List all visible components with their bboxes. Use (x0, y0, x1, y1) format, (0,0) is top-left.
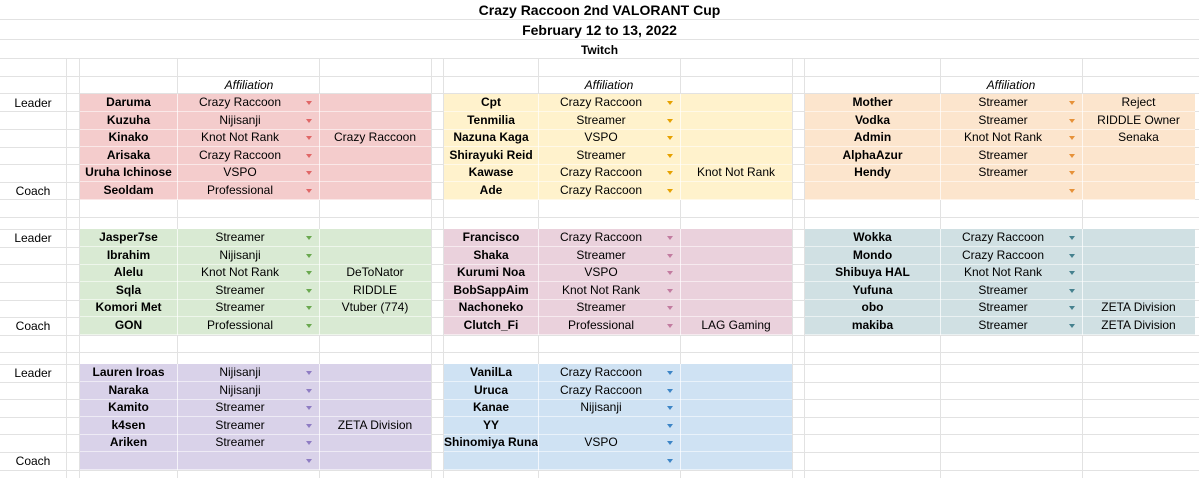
event-platform: Twitch (580, 43, 619, 57)
player-row (444, 182, 792, 200)
grid-line (0, 39, 1199, 40)
sheet-title: Crazy Raccoon 2nd VALORANT Cup (478, 2, 721, 18)
team-block (805, 229, 1195, 335)
affiliation-dropdown[interactable]: Nijisanji (219, 365, 261, 379)
previous-team-cell[interactable] (680, 264, 792, 281)
dropdown-arrow-icon[interactable] (306, 441, 312, 445)
affiliation-dropdown[interactable] (538, 417, 664, 434)
player-row (444, 164, 792, 182)
dropdown-arrow-icon[interactable] (667, 406, 673, 410)
player-name-cell[interactable]: VanilLa (469, 365, 513, 379)
affiliation-dropdown[interactable]: Streamer (978, 282, 1028, 297)
player-row (805, 147, 1195, 165)
dropdown-arrow-icon[interactable] (306, 254, 312, 258)
previous-team-cell[interactable]: DeToNator (346, 265, 404, 280)
previous-team-cell[interactable] (680, 182, 792, 199)
player-name-cell[interactable]: makiba (851, 318, 894, 332)
player-name-cell[interactable] (444, 452, 538, 469)
previous-team-cell[interactable]: Vtuber (774) (341, 300, 409, 315)
team-block (444, 229, 792, 335)
player-row (80, 282, 431, 300)
grid-line (431, 58, 432, 478)
affiliation-dropdown[interactable]: Streamer (978, 112, 1028, 127)
player-name-cell[interactable]: Tenmilia (467, 112, 515, 127)
player-row (444, 147, 792, 165)
player-name-cell[interactable] (805, 182, 940, 199)
affiliation-dropdown[interactable]: Crazy Raccoon (198, 147, 282, 162)
previous-team-cell[interactable] (319, 229, 431, 246)
player-row (444, 364, 792, 382)
dropdown-arrow-icon[interactable] (667, 119, 673, 123)
player-row (444, 417, 792, 435)
player-row (805, 282, 1195, 300)
dropdown-arrow-icon[interactable] (306, 459, 312, 463)
player-row (444, 299, 792, 317)
dropdown-arrow-icon[interactable] (306, 236, 312, 240)
player-row (805, 299, 1195, 317)
dropdown-arrow-icon[interactable] (667, 389, 673, 393)
grid-line (792, 58, 793, 478)
previous-team-cell[interactable] (1082, 282, 1195, 299)
dropdown-arrow-icon[interactable] (667, 271, 673, 275)
dropdown-arrow-icon[interactable] (667, 236, 673, 240)
previous-team-cell[interactable] (319, 364, 431, 381)
previous-team-cell[interactable] (319, 112, 431, 129)
affiliation-header: Affiliation (986, 78, 1036, 92)
grid-line (0, 76, 1199, 77)
previous-team-cell[interactable]: RIDDLE (352, 282, 397, 297)
player-name-cell[interactable]: Admin (853, 130, 892, 145)
affiliation-dropdown[interactable]: Streamer (978, 300, 1028, 315)
event-date: February 12 to 13, 2022 (522, 22, 677, 38)
player-name-cell[interactable]: Sqla (115, 282, 142, 297)
player-name-cell[interactable]: obo (861, 300, 884, 315)
player-name-cell[interactable]: GON (114, 318, 143, 332)
previous-team-cell[interactable]: Knot Not Rank (696, 165, 776, 180)
affiliation-dropdown[interactable]: Streamer (576, 247, 626, 262)
dropdown-arrow-icon[interactable] (1069, 289, 1075, 293)
player-name-cell[interactable]: Clutch_Fi (463, 318, 519, 332)
previous-team-cell[interactable] (680, 364, 792, 381)
previous-team-cell[interactable] (680, 399, 792, 416)
affiliation-dropdown[interactable]: Professional (206, 318, 274, 332)
player-row (80, 364, 431, 382)
affiliation-dropdown[interactable]: Streamer (978, 95, 1028, 109)
affiliation-dropdown[interactable]: Streamer (978, 318, 1028, 332)
previous-team-cell[interactable] (680, 382, 792, 399)
affiliation-dropdown[interactable]: Streamer (215, 400, 265, 415)
affiliation-dropdown[interactable]: Crazy Raccoon (559, 183, 643, 197)
dropdown-arrow-icon[interactable] (306, 171, 312, 175)
leader-label: Leader (14, 96, 52, 110)
previous-team-cell[interactable] (680, 247, 792, 264)
dropdown-arrow-icon[interactable] (306, 406, 312, 410)
dropdown-arrow-icon[interactable] (306, 271, 312, 275)
affiliation-dropdown[interactable]: Nijisanji (580, 400, 622, 415)
dropdown-arrow-icon[interactable] (667, 189, 673, 193)
affiliation-dropdown[interactable]: Nijisanji (219, 112, 261, 127)
affiliation-dropdown[interactable]: Crazy Raccoon (559, 382, 643, 397)
previous-team-cell[interactable]: ZETA Division (1101, 318, 1176, 332)
player-name-cell[interactable]: Daruma (106, 95, 151, 109)
player-name-cell[interactable]: Alelu (113, 265, 144, 280)
dropdown-arrow-icon[interactable] (306, 189, 312, 193)
dropdown-arrow-icon[interactable] (1069, 119, 1075, 123)
previous-team-cell[interactable] (319, 382, 431, 399)
previous-team-cell[interactable]: RIDDLE Owner (1097, 112, 1180, 127)
player-name-cell[interactable]: Kinako (108, 130, 149, 145)
player-row (805, 317, 1195, 335)
player-name-cell[interactable]: Nazuna Kaga (453, 130, 529, 145)
dropdown-arrow-icon[interactable] (306, 101, 312, 105)
player-row (805, 164, 1195, 182)
affiliation-dropdown[interactable]: Nijisanji (219, 382, 261, 397)
affiliation-dropdown[interactable]: VSPO (584, 265, 618, 280)
previous-team-cell[interactable]: Crazy Raccoon (333, 130, 417, 145)
team-block (444, 94, 792, 200)
affiliation-dropdown[interactable]: Streamer (978, 147, 1028, 162)
player-row (444, 129, 792, 147)
team-block (80, 229, 431, 335)
player-row (805, 112, 1195, 130)
grid-line (0, 58, 1199, 59)
player-row (444, 112, 792, 130)
dropdown-arrow-icon[interactable] (667, 441, 673, 445)
affiliation-dropdown[interactable]: Crazy Raccoon (198, 95, 282, 109)
affiliation-dropdown[interactable]: Streamer (215, 282, 265, 297)
previous-team-cell[interactable] (680, 299, 792, 316)
player-row (805, 182, 1195, 200)
dropdown-arrow-icon[interactable] (667, 459, 673, 463)
player-row (444, 229, 792, 247)
affiliation-dropdown[interactable]: Streamer (215, 300, 265, 315)
coach-label: Coach (15, 319, 51, 333)
player-name-cell[interactable]: Wokka (853, 230, 892, 244)
dropdown-arrow-icon[interactable] (306, 136, 312, 140)
player-row (444, 399, 792, 417)
dropdown-arrow-icon[interactable] (306, 119, 312, 123)
affiliation-dropdown[interactable]: Knot Not Rank (963, 130, 1043, 145)
grid-line (0, 19, 1199, 20)
dropdown-arrow-icon[interactable] (667, 101, 673, 105)
player-name-cell[interactable]: YY (482, 417, 499, 432)
previous-team-cell[interactable]: LAG Gaming (701, 318, 771, 332)
team-block (80, 364, 431, 470)
player-row (444, 264, 792, 282)
player-name-cell[interactable]: BobSappAim (453, 282, 529, 297)
previous-team-cell[interactable] (319, 94, 431, 111)
dropdown-arrow-icon[interactable] (306, 154, 312, 158)
dropdown-arrow-icon[interactable] (306, 289, 312, 293)
player-row (444, 452, 792, 470)
previous-team-cell[interactable]: Reject (1121, 95, 1156, 109)
player-name-cell[interactable]: Yufuna (852, 282, 893, 297)
player-row (805, 94, 1195, 112)
player-name-cell[interactable]: Nachoneko (458, 300, 524, 315)
player-name-cell[interactable]: Ibrahim (106, 247, 151, 262)
player-row (80, 452, 431, 470)
player-row (805, 129, 1195, 147)
previous-team-cell[interactable] (680, 282, 792, 299)
grid-line (0, 217, 1199, 218)
previous-team-cell[interactable] (1082, 264, 1195, 281)
affiliation-header: Affiliation (584, 78, 634, 92)
player-name-cell[interactable]: Kanae (472, 400, 510, 415)
affiliation-dropdown[interactable]: Crazy Raccoon (559, 230, 643, 244)
team-block (805, 94, 1195, 200)
affiliation-dropdown[interactable]: Crazy Raccoon (559, 365, 643, 379)
player-row (80, 299, 431, 317)
grid-line (0, 470, 1199, 471)
affiliation-dropdown[interactable] (940, 182, 1066, 199)
affiliation-dropdown[interactable]: VSPO (223, 165, 257, 180)
player-row (444, 317, 792, 335)
dropdown-arrow-icon[interactable] (1069, 171, 1075, 175)
player-name-cell[interactable]: Jasper7se (99, 230, 158, 244)
coach-label: Coach (15, 184, 51, 198)
player-row (80, 94, 431, 112)
dropdown-arrow-icon[interactable] (1069, 101, 1075, 105)
player-row (805, 229, 1195, 247)
affiliation-dropdown[interactable]: Streamer (576, 147, 626, 162)
previous-team-cell[interactable] (1082, 147, 1195, 164)
player-name-cell[interactable]: Hendy (854, 165, 891, 180)
player-row (80, 247, 431, 265)
dropdown-arrow-icon[interactable] (667, 171, 673, 175)
player-row (805, 264, 1195, 282)
affiliation-dropdown[interactable]: Knot Not Rank (200, 130, 280, 145)
affiliation-dropdown[interactable]: Knot Not Rank (963, 265, 1043, 280)
player-row (80, 382, 431, 400)
player-name-cell[interactable]: Uruha Ichinose (85, 165, 172, 180)
player-name-cell[interactable]: k4sen (111, 417, 146, 432)
dropdown-arrow-icon[interactable] (667, 424, 673, 428)
previous-team-cell[interactable] (319, 317, 431, 334)
affiliation-dropdown[interactable]: Crazy Raccoon (961, 247, 1045, 262)
player-row (444, 434, 792, 452)
previous-team-cell[interactable] (680, 229, 792, 246)
player-row (80, 264, 431, 282)
player-row (80, 317, 431, 335)
player-row (805, 247, 1195, 265)
dropdown-arrow-icon[interactable] (1069, 254, 1075, 258)
previous-team-cell[interactable] (319, 434, 431, 451)
grid-line (66, 58, 67, 478)
player-name-cell[interactable]: Kawase (468, 165, 514, 180)
affiliation-dropdown[interactable] (177, 452, 303, 469)
dropdown-arrow-icon[interactable] (667, 254, 673, 258)
dropdown-arrow-icon[interactable] (1069, 271, 1075, 275)
affiliation-dropdown[interactable]: Streamer (215, 230, 265, 244)
player-row (80, 417, 431, 435)
affiliation-header: Affiliation (224, 78, 274, 92)
team-block (444, 364, 792, 470)
previous-team-cell[interactable] (680, 94, 792, 111)
grid-line (0, 335, 1199, 336)
previous-team-cell[interactable] (1082, 182, 1195, 199)
player-name-cell[interactable]: Uruca (473, 382, 508, 397)
affiliation-dropdown[interactable]: Crazy Raccoon (559, 165, 643, 180)
previous-team-cell[interactable]: ZETA Division (1101, 300, 1176, 315)
dropdown-arrow-icon[interactable] (1069, 306, 1075, 310)
dropdown-arrow-icon[interactable] (667, 324, 673, 328)
affiliation-dropdown[interactable]: Streamer (978, 165, 1028, 180)
player-row (444, 282, 792, 300)
player-row (80, 112, 431, 130)
player-name-cell[interactable]: Cpt (481, 95, 501, 109)
dropdown-arrow-icon[interactable] (667, 371, 673, 375)
player-row (80, 129, 431, 147)
dropdown-arrow-icon[interactable] (306, 371, 312, 375)
affiliation-dropdown[interactable]: Streamer (576, 112, 626, 127)
team-block (80, 94, 431, 200)
player-row (80, 399, 431, 417)
player-name-cell[interactable]: Lauren Iroas (92, 365, 165, 379)
player-row (80, 182, 431, 200)
dropdown-arrow-icon[interactable] (1069, 154, 1075, 158)
player-name-cell[interactable]: Shaka (473, 247, 509, 262)
player-name-cell[interactable]: Shibuya HAL (835, 265, 910, 280)
player-name-cell[interactable]: Seoldam (103, 183, 154, 197)
player-name-cell[interactable]: Vodka (854, 112, 891, 127)
previous-team-cell[interactable] (319, 247, 431, 264)
affiliation-dropdown[interactable]: Professional (206, 183, 274, 197)
player-name-cell[interactable] (80, 452, 177, 469)
player-name-cell[interactable]: Arisaka (106, 147, 151, 162)
dropdown-arrow-icon[interactable] (306, 306, 312, 310)
dropdown-arrow-icon[interactable] (667, 306, 673, 310)
player-name-cell[interactable]: Naraka (108, 382, 149, 397)
dropdown-arrow-icon[interactable] (1069, 189, 1075, 193)
previous-team-cell[interactable]: ZETA Division (337, 417, 413, 432)
coach-label: Coach (15, 454, 51, 468)
previous-team-cell[interactable] (680, 112, 792, 129)
previous-team-cell[interactable] (319, 452, 431, 469)
affiliation-dropdown[interactable] (538, 452, 664, 469)
affiliation-dropdown[interactable]: Streamer (576, 300, 626, 315)
previous-team-cell[interactable] (680, 417, 792, 434)
previous-team-cell[interactable] (1082, 164, 1195, 181)
affiliation-dropdown[interactable]: Knot Not Rank (561, 282, 641, 297)
affiliation-dropdown[interactable]: Professional (567, 318, 635, 332)
grid-line (0, 352, 1199, 353)
leader-label: Leader (14, 366, 52, 380)
player-name-cell[interactable]: Mondo (852, 247, 893, 262)
dropdown-arrow-icon[interactable] (306, 324, 312, 328)
player-name-cell[interactable]: Ade (479, 183, 503, 197)
previous-team-cell[interactable] (319, 147, 431, 164)
previous-team-cell[interactable] (1082, 229, 1195, 246)
player-row (80, 164, 431, 182)
dropdown-arrow-icon[interactable] (306, 389, 312, 393)
dropdown-arrow-icon[interactable] (667, 136, 673, 140)
previous-team-cell[interactable] (680, 147, 792, 164)
player-name-cell[interactable]: Kuzuha (106, 112, 151, 127)
affiliation-dropdown[interactable]: Nijisanji (219, 247, 261, 262)
affiliation-dropdown[interactable]: Crazy Raccoon (559, 95, 643, 109)
player-name-cell[interactable]: Shirayuki Reid (449, 147, 533, 162)
player-name-cell[interactable]: Shinomiya Runa (444, 435, 538, 450)
affiliation-dropdown[interactable]: Streamer (215, 435, 265, 450)
player-name-cell[interactable]: Francisco (462, 230, 520, 244)
player-row (444, 247, 792, 265)
player-name-cell[interactable]: Komori Met (95, 300, 162, 315)
player-row (444, 94, 792, 112)
player-row (80, 147, 431, 165)
previous-team-cell[interactable] (319, 164, 431, 181)
player-row (444, 382, 792, 400)
dropdown-arrow-icon[interactable] (1069, 236, 1075, 240)
previous-team-cell[interactable] (680, 434, 792, 451)
player-name-cell[interactable]: Kamito (108, 400, 149, 415)
previous-team-cell[interactable] (680, 129, 792, 146)
player-row (80, 434, 431, 452)
affiliation-dropdown[interactable]: VSPO (584, 435, 618, 450)
player-name-cell[interactable]: AlphaAzur (842, 147, 903, 162)
previous-team-cell[interactable] (319, 399, 431, 416)
player-row (80, 229, 431, 247)
previous-team-cell[interactable] (319, 182, 431, 199)
affiliation-dropdown[interactable]: Streamer (215, 417, 265, 432)
dropdown-arrow-icon[interactable] (667, 289, 673, 293)
affiliation-dropdown[interactable]: VSPO (584, 130, 618, 145)
previous-team-cell[interactable] (680, 452, 792, 469)
player-name-cell[interactable]: Mother (852, 95, 893, 109)
dropdown-arrow-icon[interactable] (306, 424, 312, 428)
previous-team-cell[interactable]: Senaka (1118, 130, 1159, 145)
previous-team-cell[interactable] (1082, 247, 1195, 264)
dropdown-arrow-icon[interactable] (1069, 324, 1075, 328)
affiliation-dropdown[interactable]: Knot Not Rank (200, 265, 280, 280)
dropdown-arrow-icon[interactable] (667, 154, 673, 158)
player-name-cell[interactable]: Kurumi Noa (456, 265, 525, 280)
leader-label: Leader (14, 231, 52, 245)
affiliation-dropdown[interactable]: Crazy Raccoon (961, 230, 1045, 244)
dropdown-arrow-icon[interactable] (1069, 136, 1075, 140)
player-name-cell[interactable]: Ariken (109, 435, 148, 450)
